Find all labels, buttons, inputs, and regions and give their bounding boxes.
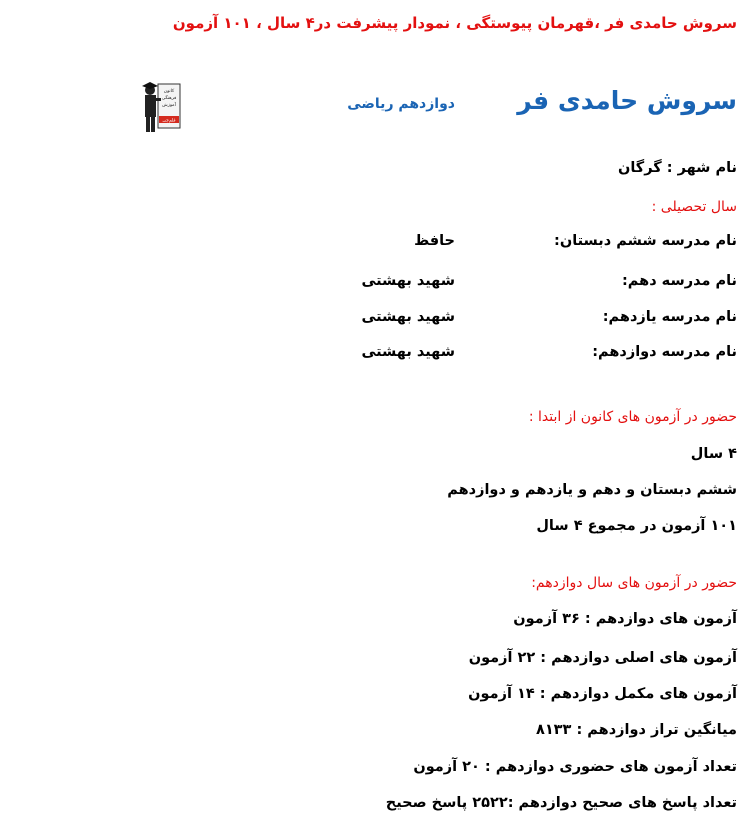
kanoon-line: ۴ سال — [690, 446, 737, 462]
twelfth-line: تعداد پاسخ های صحیح دوازدهم :۲۵۲۲ پاسخ صحیح — [385, 795, 737, 811]
headline: سروش حامدی فر ،قهرمان پیوستگی ، نمودار پیشرفت در۴ سال ، ۱۰۱ آزمون — [172, 14, 737, 32]
school-label: نام مدرسه ششم دبستان: — [554, 233, 737, 249]
kanoon-logo-icon — [138, 78, 182, 136]
city-line: نام شهر : گرگان — [617, 160, 737, 176]
school-value: شهید بهشتی — [361, 344, 455, 360]
school-value: حافظ — [414, 233, 455, 249]
kanoon-line: ششم دبستان و دهم و یازدهم و دوازدهم — [447, 482, 737, 498]
twelfth-line: آزمون های دوازدهم : ۳۶ آزمون — [513, 611, 737, 627]
logo-line: آموزش — [162, 103, 176, 108]
school-value: شهید بهشتی — [361, 273, 455, 289]
school-label: نام مدرسه دوازدهم: — [592, 344, 737, 360]
logo-line: فرهنگی — [161, 96, 177, 101]
school-value: شهید بهشتی — [361, 309, 455, 325]
twelfth-line: تعداد آزمون های حضوری دوازدهم : ۲۰ آزمون — [413, 759, 737, 775]
twelfth-line: میانگین تراز دوازدهم : ۸۱۳۳ — [535, 722, 737, 738]
twelfth-line: آزمون های مکمل دوازدهم : ۱۴ آزمون — [468, 686, 737, 702]
logo-line: قلم‌چی — [162, 118, 176, 124]
kanoon-line: ۱۰۱ آزمون در مجموع ۴ سال — [536, 518, 737, 534]
school-label: نام مدرسه یازدهم: — [602, 309, 737, 325]
section-twelfth-attendance: حضور در آزمون های سال دوازدهم: — [531, 575, 737, 591]
logo-line: کانون — [163, 89, 175, 94]
section-academic-years: سال تحصیلی : — [651, 199, 737, 215]
section-kanoon-attendance: حضور در آزمون های کانون از ابتدا : — [528, 409, 737, 425]
student-grade: دوازدهم ریاضی — [347, 96, 455, 112]
twelfth-line: آزمون های اصلی دوازدهم : ۲۲ آزمون — [468, 650, 737, 666]
student-name: سروش حامدی فر — [517, 86, 737, 115]
school-label: نام مدرسه دهم: — [621, 273, 737, 289]
